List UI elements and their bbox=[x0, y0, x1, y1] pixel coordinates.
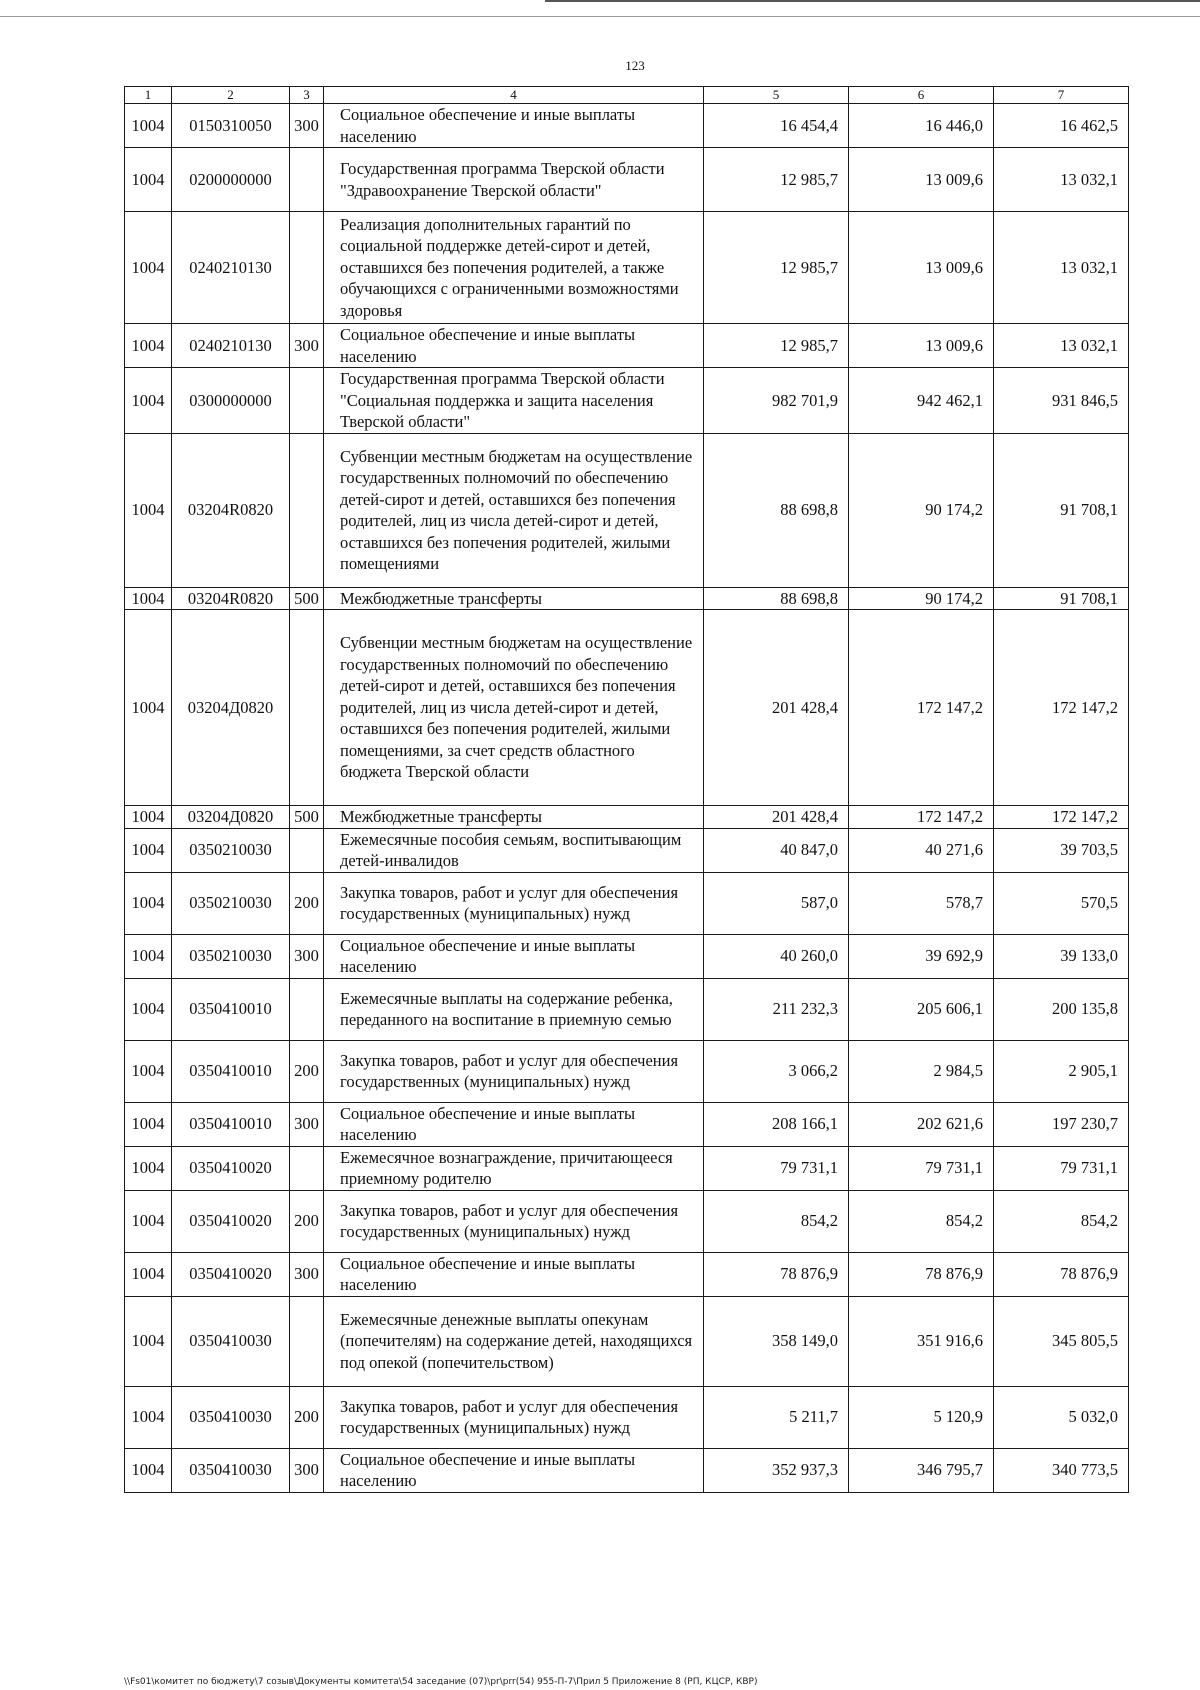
amount-year1-cell: 208 166,1 bbox=[704, 1102, 849, 1146]
amount-year2-cell: 172 147,2 bbox=[849, 610, 994, 806]
table-row bbox=[125, 1190, 1129, 1252]
amount-year3-cell: 854,2 bbox=[994, 1190, 1129, 1252]
amount-year3-cell: 340 773,5 bbox=[994, 1448, 1129, 1492]
amount-year3-cell: 570,5 bbox=[994, 872, 1129, 934]
section-code-cell: 1004 bbox=[125, 104, 172, 148]
section-code-cell: 1004 bbox=[125, 1190, 172, 1252]
description-cell: Закупка товаров, работ и услуг для обеспечения государственных (муниципальных) нужд bbox=[324, 1386, 704, 1448]
amount-year1-cell: 40 847,0 bbox=[704, 828, 849, 872]
section-code-cell: 1004 bbox=[125, 433, 172, 587]
amount-year2-cell: 942 462,1 bbox=[849, 368, 994, 434]
target-article-cell: 0350210030 bbox=[172, 934, 290, 978]
amount-year3-cell: 2 905,1 bbox=[994, 1040, 1129, 1102]
expense-type-cell bbox=[290, 1296, 324, 1386]
table-row bbox=[125, 148, 1129, 212]
file-path-footer: \\Fs01\комитет по бюджету\7 созыв\Документы комитета\54 заседание (07)\pr\prr(54) 955-П-7\Прил 5 Приложение 8 (РП, КЦСР, КВР) bbox=[124, 1677, 758, 1687]
column-header: 3 bbox=[290, 87, 324, 104]
expense-type-cell bbox=[290, 978, 324, 1040]
amount-year3-cell: 39 703,5 bbox=[994, 828, 1129, 872]
table-row bbox=[125, 587, 1129, 610]
description-cell: Социальное обеспечение и иные выплаты населению bbox=[324, 104, 704, 148]
description-cell: Социальное обеспечение и иные выплаты населению bbox=[324, 934, 704, 978]
amount-year2-cell: 205 606,1 bbox=[849, 978, 994, 1040]
amount-year1-cell: 79 731,1 bbox=[704, 1146, 849, 1190]
amount-year2-cell: 172 147,2 bbox=[849, 806, 994, 829]
section-code-cell: 1004 bbox=[125, 610, 172, 806]
amount-year3-cell: 197 230,7 bbox=[994, 1102, 1129, 1146]
expense-type-cell: 300 bbox=[290, 934, 324, 978]
expense-type-cell: 300 bbox=[290, 104, 324, 148]
description-cell: Ежемесячные денежные выплаты опекунам (попечителям) на содержание детей, находящихся под опекой (попечительством) bbox=[324, 1296, 704, 1386]
target-article-cell: 0350210030 bbox=[172, 828, 290, 872]
amount-year1-cell: 982 701,9 bbox=[704, 368, 849, 434]
amount-year2-cell: 13 009,6 bbox=[849, 212, 994, 324]
section-code-cell: 1004 bbox=[125, 1146, 172, 1190]
table-row bbox=[125, 324, 1129, 368]
target-article-cell: 03204Д0820 bbox=[172, 610, 290, 806]
target-article-cell: 0350410010 bbox=[172, 1102, 290, 1146]
section-code-cell: 1004 bbox=[125, 872, 172, 934]
description-cell: Закупка товаров, работ и услуг для обеспечения государственных (муниципальных) нужд bbox=[324, 1190, 704, 1252]
expense-type-cell bbox=[290, 212, 324, 324]
amount-year2-cell: 578,7 bbox=[849, 872, 994, 934]
section-code-cell: 1004 bbox=[125, 1296, 172, 1386]
target-article-cell: 0350410020 bbox=[172, 1190, 290, 1252]
target-article-cell: 0350410030 bbox=[172, 1448, 290, 1492]
amount-year2-cell: 16 446,0 bbox=[849, 104, 994, 148]
expense-type-cell bbox=[290, 610, 324, 806]
amount-year3-cell: 345 805,5 bbox=[994, 1296, 1129, 1386]
section-code-cell: 1004 bbox=[125, 1386, 172, 1448]
amount-year3-cell: 5 032,0 bbox=[994, 1386, 1129, 1448]
expense-type-cell: 200 bbox=[290, 1386, 324, 1448]
table-row bbox=[125, 1146, 1129, 1190]
amount-year3-cell: 78 876,9 bbox=[994, 1252, 1129, 1296]
target-article-cell: 0150310050 bbox=[172, 104, 290, 148]
description-cell: Ежемесячные пособия семьям, воспитывающим детей-инвалидов bbox=[324, 828, 704, 872]
description-cell: Закупка товаров, работ и услуг для обеспечения государственных (муниципальных) нужд bbox=[324, 872, 704, 934]
table-row bbox=[125, 104, 1129, 148]
expense-type-cell: 300 bbox=[290, 324, 324, 368]
target-article-cell: 03204Д0820 bbox=[172, 806, 290, 829]
column-header-row bbox=[125, 87, 1129, 104]
amount-year3-cell: 200 135,8 bbox=[994, 978, 1129, 1040]
target-article-cell: 0350210030 bbox=[172, 872, 290, 934]
description-cell: Ежемесячные выплаты на содержание ребенка, переданного на воспитание в приемную семью bbox=[324, 978, 704, 1040]
expense-type-cell: 200 bbox=[290, 1040, 324, 1102]
table-row bbox=[125, 828, 1129, 872]
expense-type-cell: 500 bbox=[290, 806, 324, 829]
section-code-cell: 1004 bbox=[125, 587, 172, 610]
table-row bbox=[125, 1386, 1129, 1448]
description-cell: Межбюджетные трансферты bbox=[324, 806, 704, 829]
target-article-cell: 03204R0820 bbox=[172, 587, 290, 610]
amount-year1-cell: 78 876,9 bbox=[704, 1252, 849, 1296]
target-article-cell: 0240210130 bbox=[172, 212, 290, 324]
target-article-cell: 03204R0820 bbox=[172, 433, 290, 587]
amount-year2-cell: 90 174,2 bbox=[849, 433, 994, 587]
table-row bbox=[125, 368, 1129, 434]
description-cell: Социальное обеспечение и иные выплаты населению bbox=[324, 1448, 704, 1492]
amount-year3-cell: 931 846,5 bbox=[994, 368, 1129, 434]
table-row bbox=[125, 1102, 1129, 1146]
column-header: 5 bbox=[704, 87, 849, 104]
description-cell: Закупка товаров, работ и услуг для обеспечения государственных (муниципальных) нужд bbox=[324, 1040, 704, 1102]
amount-year2-cell: 78 876,9 bbox=[849, 1252, 994, 1296]
section-code-cell: 1004 bbox=[125, 1448, 172, 1492]
amount-year1-cell: 88 698,8 bbox=[704, 433, 849, 587]
description-cell: Социальное обеспечение и иные выплаты населению bbox=[324, 324, 704, 368]
target-article-cell: 0350410010 bbox=[172, 978, 290, 1040]
amount-year3-cell: 172 147,2 bbox=[994, 610, 1129, 806]
table-row bbox=[125, 806, 1129, 829]
amount-year1-cell: 88 698,8 bbox=[704, 587, 849, 610]
expense-type-cell bbox=[290, 368, 324, 434]
expense-type-cell: 200 bbox=[290, 872, 324, 934]
amount-year1-cell: 358 149,0 bbox=[704, 1296, 849, 1386]
description-cell: Межбюджетные трансферты bbox=[324, 587, 704, 610]
amount-year2-cell: 39 692,9 bbox=[849, 934, 994, 978]
table-row bbox=[125, 934, 1129, 978]
expense-type-cell bbox=[290, 1146, 324, 1190]
amount-year1-cell: 211 232,3 bbox=[704, 978, 849, 1040]
amount-year3-cell: 13 032,1 bbox=[994, 212, 1129, 324]
table-row bbox=[125, 212, 1129, 324]
table-row bbox=[125, 872, 1129, 934]
amount-year2-cell: 2 984,5 bbox=[849, 1040, 994, 1102]
budget-table bbox=[124, 86, 1129, 1493]
amount-year2-cell: 79 731,1 bbox=[849, 1146, 994, 1190]
amount-year2-cell: 13 009,6 bbox=[849, 324, 994, 368]
amount-year1-cell: 587,0 bbox=[704, 872, 849, 934]
section-code-cell: 1004 bbox=[125, 934, 172, 978]
section-code-cell: 1004 bbox=[125, 806, 172, 829]
amount-year1-cell: 12 985,7 bbox=[704, 324, 849, 368]
amount-year1-cell: 5 211,7 bbox=[704, 1386, 849, 1448]
section-code-cell: 1004 bbox=[125, 368, 172, 434]
amount-year1-cell: 854,2 bbox=[704, 1190, 849, 1252]
expense-type-cell: 200 bbox=[290, 1190, 324, 1252]
amount-year1-cell: 3 066,2 bbox=[704, 1040, 849, 1102]
description-cell: Ежемесячное вознаграждение, причитающееся приемному родителю bbox=[324, 1146, 704, 1190]
expense-type-cell bbox=[290, 828, 324, 872]
amount-year1-cell: 352 937,3 bbox=[704, 1448, 849, 1492]
column-header: 7 bbox=[994, 87, 1129, 104]
target-article-cell: 0300000000 bbox=[172, 368, 290, 434]
amount-year3-cell: 16 462,5 bbox=[994, 104, 1129, 148]
amount-year1-cell: 40 260,0 bbox=[704, 934, 849, 978]
table-row bbox=[125, 433, 1129, 587]
amount-year3-cell: 172 147,2 bbox=[994, 806, 1129, 829]
section-code-cell: 1004 bbox=[125, 1252, 172, 1296]
description-cell: Субвенции местным бюджетам на осуществление государственных полномочий по обеспечению детей-сирот и детей, оставшихся без попечения родителей, лиц из числа детей-сирот и детей, оставшихся без попечения родителей, жилыми помещениями, за счет средств областного бюджета Тверской области bbox=[324, 610, 704, 806]
amount-year2-cell: 13 009,6 bbox=[849, 148, 994, 212]
description-cell: Социальное обеспечение и иные выплаты населению bbox=[324, 1252, 704, 1296]
table-row bbox=[125, 1252, 1129, 1296]
amount-year1-cell: 16 454,4 bbox=[704, 104, 849, 148]
amount-year1-cell: 201 428,4 bbox=[704, 806, 849, 829]
description-cell: Социальное обеспечение и иные выплаты населению bbox=[324, 1102, 704, 1146]
target-article-cell: 0350410030 bbox=[172, 1386, 290, 1448]
page-number: 123 bbox=[625, 58, 645, 73]
amount-year3-cell: 91 708,1 bbox=[994, 433, 1129, 587]
description-cell: Субвенции местным бюджетам на осуществление государственных полномочий по обеспечению детей-сирот и детей, оставшихся без попечения родителей, лиц из числа детей-сирот и детей, оставшихся без попечения родителей, жилыми помещениями bbox=[324, 433, 704, 587]
amount-year1-cell: 12 985,7 bbox=[704, 148, 849, 212]
target-article-cell: 0350410010 bbox=[172, 1040, 290, 1102]
amount-year2-cell: 40 271,6 bbox=[849, 828, 994, 872]
target-article-cell: 0350410020 bbox=[172, 1146, 290, 1190]
amount-year2-cell: 5 120,9 bbox=[849, 1386, 994, 1448]
section-code-cell: 1004 bbox=[125, 324, 172, 368]
section-code-cell: 1004 bbox=[125, 148, 172, 212]
column-header: 4 bbox=[324, 87, 704, 104]
expense-type-cell: 300 bbox=[290, 1102, 324, 1146]
expense-type-cell: 300 bbox=[290, 1252, 324, 1296]
amount-year3-cell: 13 032,1 bbox=[994, 324, 1129, 368]
table-row bbox=[125, 1448, 1129, 1492]
scan-edge-line-thin bbox=[0, 16, 1200, 17]
table-row bbox=[125, 1040, 1129, 1102]
amount-year2-cell: 346 795,7 bbox=[849, 1448, 994, 1492]
amount-year1-cell: 12 985,7 bbox=[704, 212, 849, 324]
column-header: 2 bbox=[172, 87, 290, 104]
section-code-cell: 1004 bbox=[125, 212, 172, 324]
table-row bbox=[125, 1296, 1129, 1386]
section-code-cell: 1004 bbox=[125, 1040, 172, 1102]
target-article-cell: 0350410030 bbox=[172, 1296, 290, 1386]
expense-type-cell: 500 bbox=[290, 587, 324, 610]
amount-year2-cell: 90 174,2 bbox=[849, 587, 994, 610]
target-article-cell: 0240210130 bbox=[172, 324, 290, 368]
amount-year2-cell: 854,2 bbox=[849, 1190, 994, 1252]
expense-type-cell bbox=[290, 433, 324, 587]
target-article-cell: 0350410020 bbox=[172, 1252, 290, 1296]
description-cell: Государственная программа Тверской области "Здравоохранение Тверской области" bbox=[324, 148, 704, 212]
amount-year3-cell: 79 731,1 bbox=[994, 1146, 1129, 1190]
table-row bbox=[125, 978, 1129, 1040]
expense-type-cell: 300 bbox=[290, 1448, 324, 1492]
section-code-cell: 1004 bbox=[125, 828, 172, 872]
amount-year2-cell: 202 621,6 bbox=[849, 1102, 994, 1146]
scan-edge-line bbox=[545, 0, 1200, 2]
description-cell: Государственная программа Тверской области "Социальная поддержка и защита населения Тверской области" bbox=[324, 368, 704, 434]
target-article-cell: 0200000000 bbox=[172, 148, 290, 212]
amount-year1-cell: 201 428,4 bbox=[704, 610, 849, 806]
column-header: 6 bbox=[849, 87, 994, 104]
description-cell: Реализация дополнительных гарантий по социальной поддержке детей-сирот и детей, оставшихся без попечения родителей, а также обучающихся с ограниченными возможностями здоровья bbox=[324, 212, 704, 324]
section-code-cell: 1004 bbox=[125, 978, 172, 1040]
table-row bbox=[125, 610, 1129, 806]
section-code-cell: 1004 bbox=[125, 1102, 172, 1146]
table-body bbox=[125, 87, 1129, 1493]
expense-type-cell bbox=[290, 148, 324, 212]
amount-year3-cell: 39 133,0 bbox=[994, 934, 1129, 978]
amount-year3-cell: 13 032,1 bbox=[994, 148, 1129, 212]
column-header: 1 bbox=[125, 87, 172, 104]
amount-year3-cell: 91 708,1 bbox=[994, 587, 1129, 610]
amount-year2-cell: 351 916,6 bbox=[849, 1296, 994, 1386]
